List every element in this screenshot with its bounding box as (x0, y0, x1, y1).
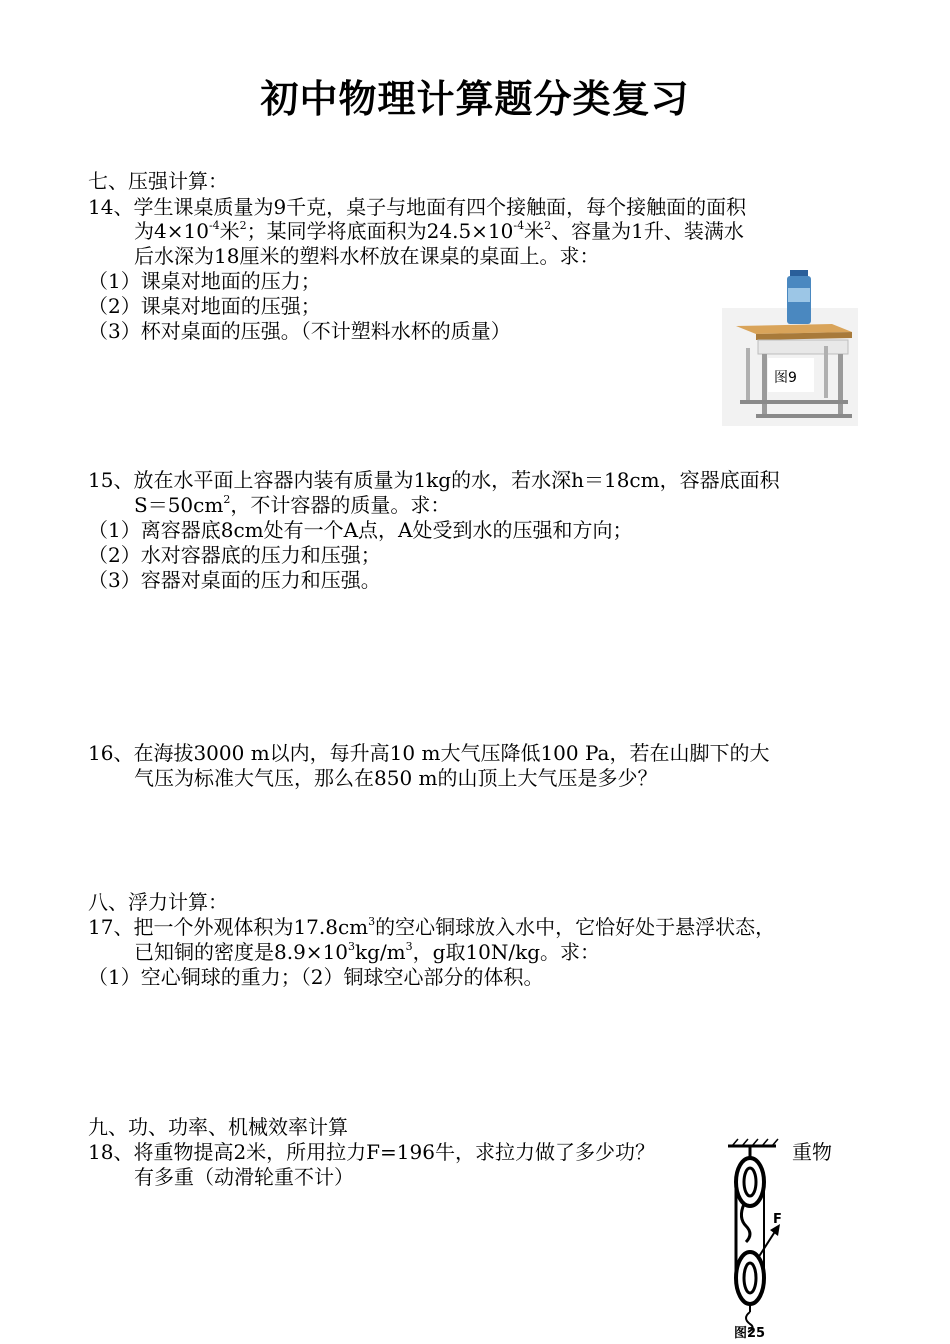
question-15-part-1: （1）离容器底8cm处有一个A点，A处受到水的压强和方向； (88, 518, 633, 542)
question-17-line-2: 已知铜的密度是$8.9\times 10^3kg/m^3$，g取10N/kg。求： (134, 940, 601, 964)
question-14-part-2: （2）课桌对地面的压强； (88, 294, 321, 318)
figure-9-caption: 图9 (774, 370, 797, 386)
figure-25-caption: 图25 (734, 1326, 766, 1341)
question-15-line-1: 15、放在水平面上容器内装有质量为1kg的水，若水深h＝18cm，容器底面积 (88, 468, 780, 492)
question-18-line-2: 有多重（动滑轮重不计） (134, 1165, 354, 1189)
pulley-figure (724, 1138, 796, 1338)
question-14-part-1: （1）课桌对地面的压力； (88, 269, 321, 293)
question-17-line-1: 17、把一个外观体积为$17.8cm^3$的空心铜球放入水中，它恰好处于悬浮状态， (88, 915, 776, 939)
section-heading-buoyancy: 八、浮力计算： (88, 890, 228, 914)
question-18-line-1a: 18、将重物提高2米，所用拉力F=196牛，求拉力做了多少功？ (88, 1140, 655, 1164)
question-15-line-2: $S=50cm^2$，不计容器的质量。求： (134, 493, 451, 517)
question-16-line-2: 气压为标准大气压，那么在850 m的山顶上大气压是多少？ (134, 766, 658, 790)
page-title: 初中物理计算题分类复习 (260, 77, 690, 121)
section-heading-work: 九、功、功率、机械效率计算 (88, 1115, 348, 1139)
question-14-line-2: 为$4\times 10^{-4}$米$^2$；某同学将底面积为$24.5\times 10^{-4}$米$^2$、容量为1升、装满水 (134, 219, 744, 243)
force-label: F (773, 1212, 782, 1227)
question-18-line-1b: 重物 (792, 1140, 832, 1164)
question-17-parts: （1）空心铜球的重力；（2）铜球空心部分的体积。 (88, 965, 544, 989)
question-15-part-2: （2）水对容器底的压力和压强； (88, 543, 381, 567)
question-14-line-3: 后水深为18厘米的塑料水杯放在课桌的桌面上。求： (134, 244, 600, 268)
desk-figure (722, 268, 858, 426)
question-14-line-1: 14、学生课桌质量为9千克，桌子与地面有四个接触面，每个接触面的面积 (88, 195, 747, 219)
question-16-line-1: 16、在海拔3000 m以内，每升高10 m大气压降低100 Pa，若在山脚下的大 (88, 741, 770, 765)
section-heading-pressure: 七、压强计算： (88, 169, 228, 193)
question-14-part-3: （3）杯对桌面的压强。（不计塑料水杯的质量） (88, 319, 511, 343)
question-15-part-3: （3）容器对桌面的压力和压强。 (88, 568, 381, 592)
